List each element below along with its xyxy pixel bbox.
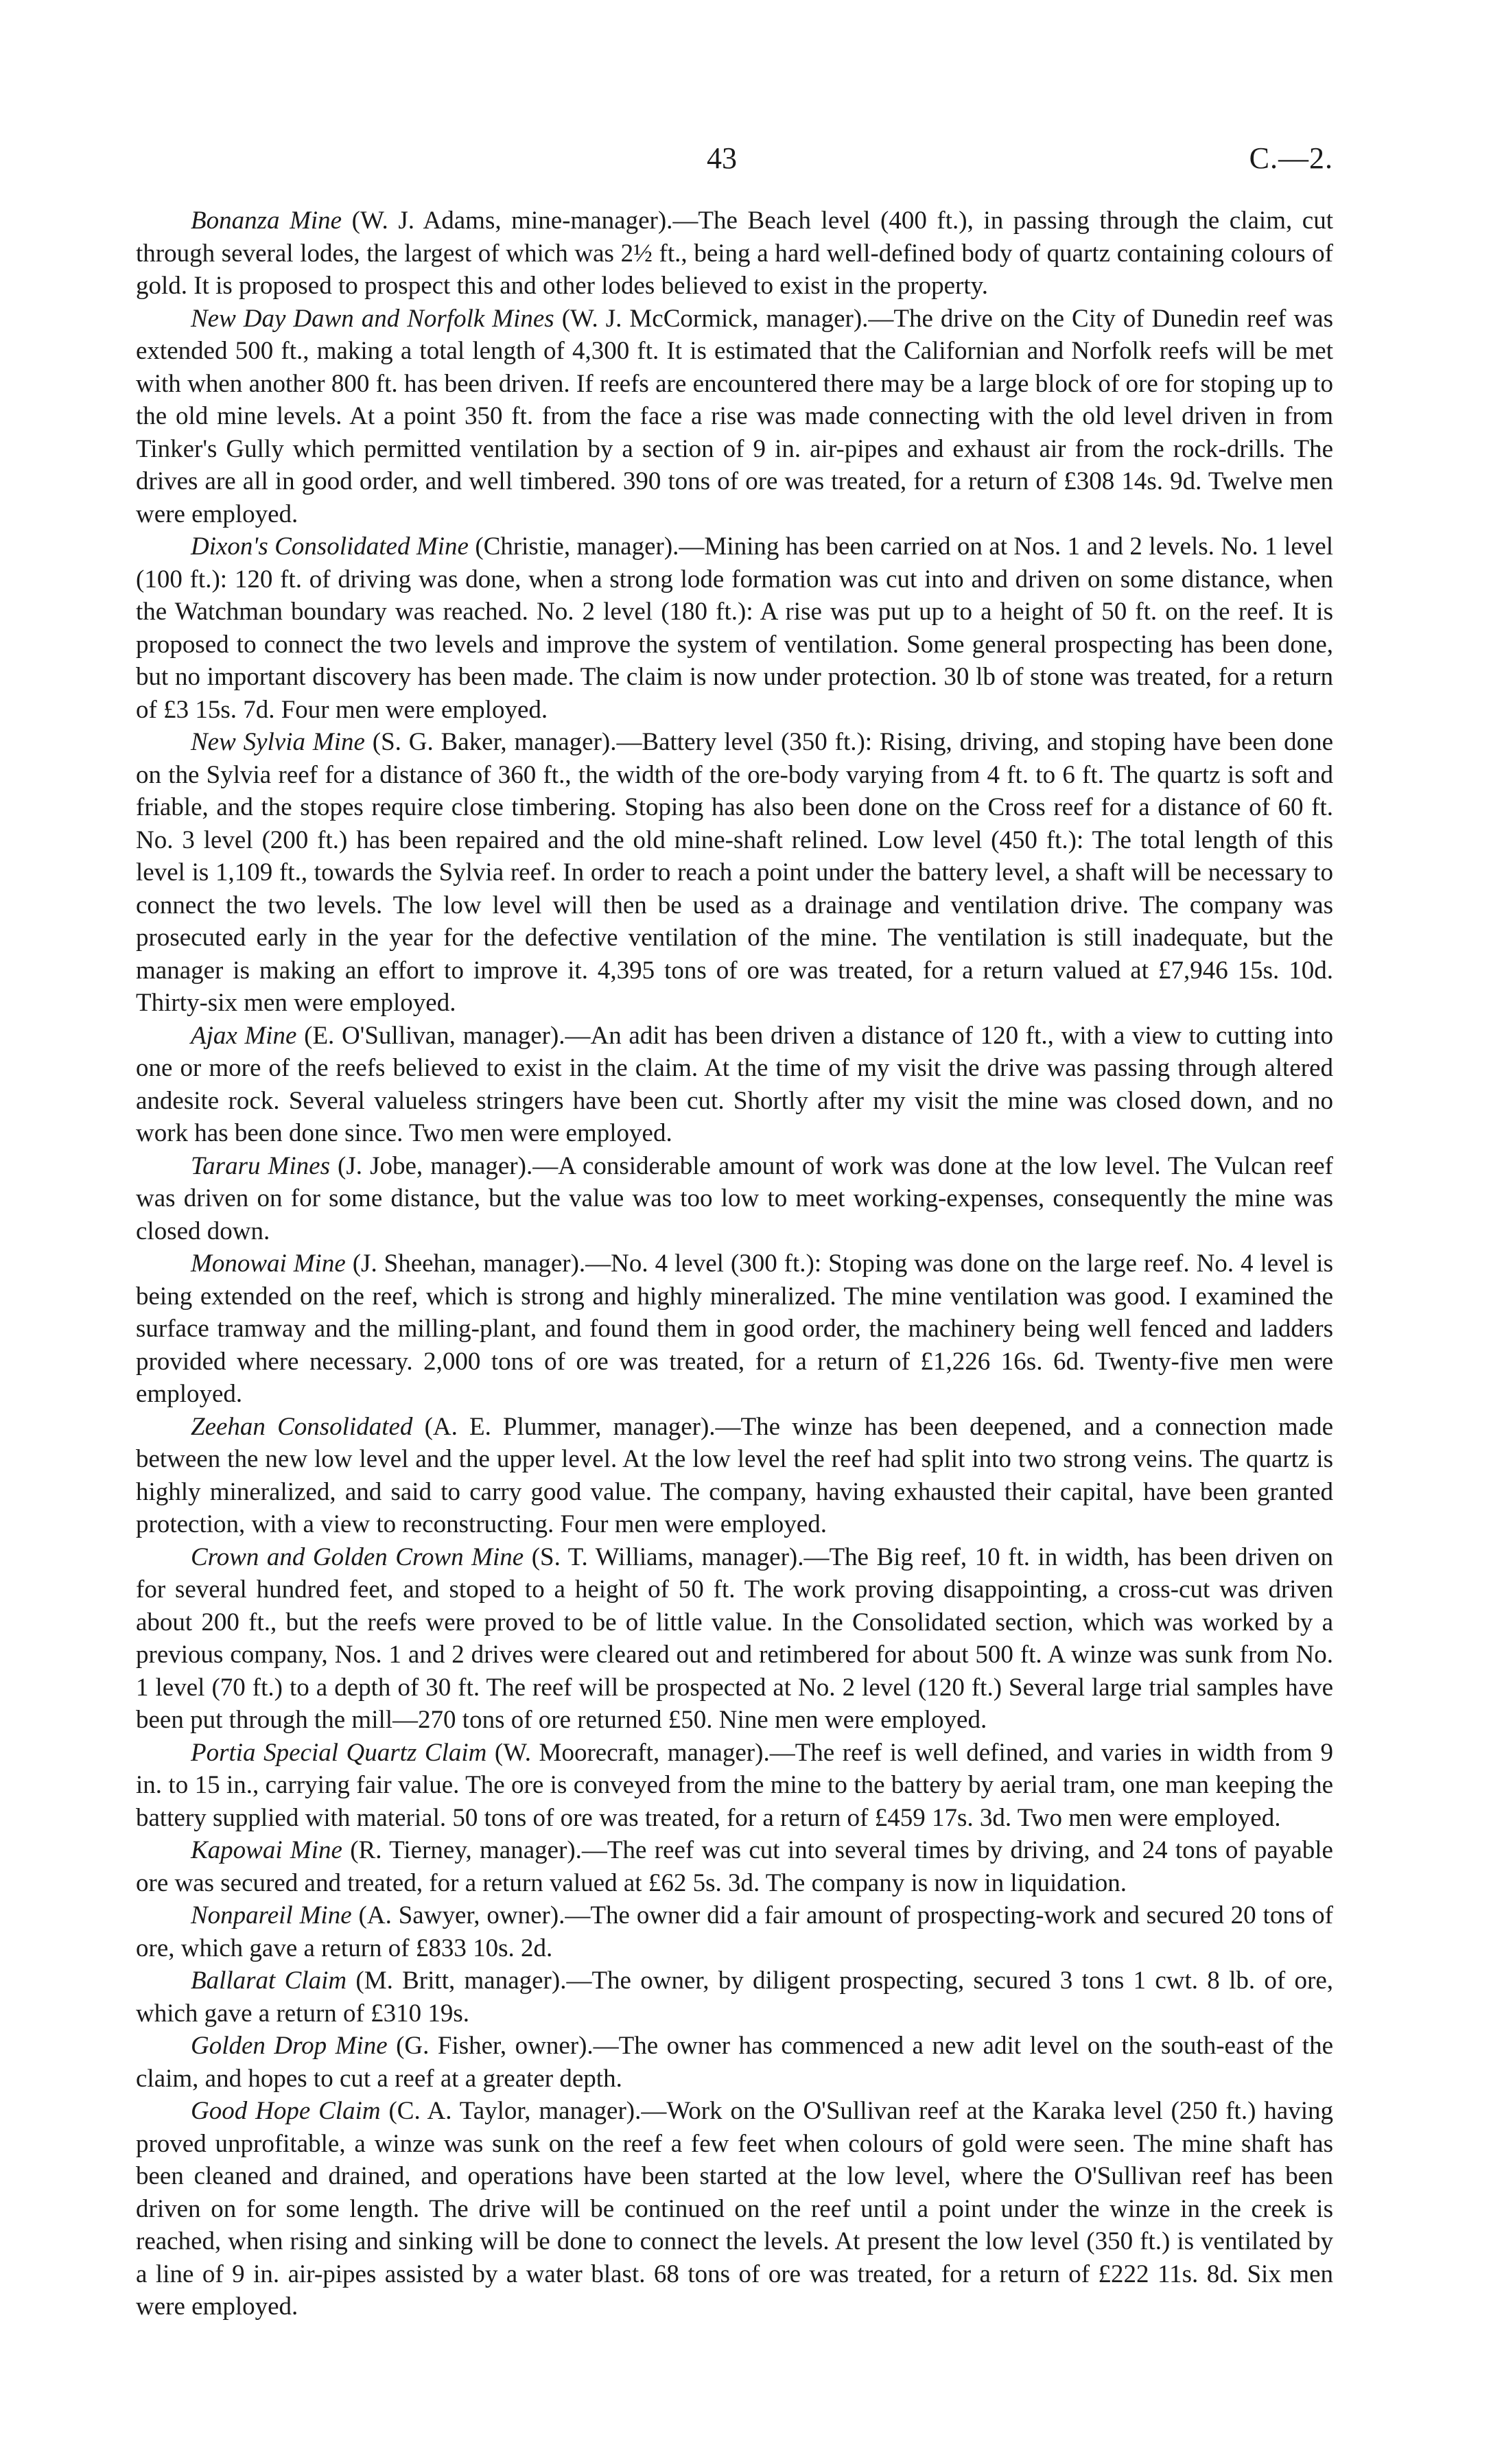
mine-name: Bonanza Mine xyxy=(191,207,342,235)
paragraph-good-hope-claim xyxy=(136,2095,1333,2323)
paragraph-text: (C. A. Taylor, manager).—Work on the O'Sullivan reef at the Karaka level (250 ft.) having proved unprofitable, a winze was sunk on the reef a few feet when colours of gold were seen. The mine shaft has been cleaned and drained, and operations have been started at the low level, where the O'Sullivan reef has been driven on for some length. The drive will be continued on the reef until a point under the winze in the creek is reached, when rising and sinking will be done to connect the levels. At present the low level (350 ft.) is ventilated by a line of 9 in. air-pipes assisted by a water blast. 68 tons of ore was treated, for a return of £222 11s. 8d. Six men were employed. xyxy=(136,2097,1333,2321)
paragraph-text: (M. Britt, manager).—The owner, by diligent prospecting, secured 3 tons 1 cwt. 8 lb. of ore, which gave a return of £310 19s. xyxy=(136,1967,1333,2028)
mine-name: Kapowai Mine xyxy=(191,1836,342,1864)
paragraph-new-day-dawn xyxy=(136,303,1333,531)
paragraph-crown-golden-crown xyxy=(136,1541,1333,1737)
paragraph-text: (W. J. McCormick, manager).—The drive on the City of Dunedin reef was extended 500 ft., making a total length of 4,300 ft. It is estimated that the Californian and Norfolk reefs will be met with when another 800 ft. has been driven. If reefs are encountered there may be a large block of ore for stoping up to the old mine levels. At a point 350 ft. from the face a rise was made connecting with the old level driven in from Tinker's Gully which permitted ventilation by a section of 9 in. air-pipes and exhaust air from the rock-drills. The drives are all in good order, and well timbered. 390 tons of ore was treated, for a return of £308 14s. 9d. Twelve men were employed. xyxy=(136,304,1333,528)
paragraph-nonpareil-mine xyxy=(136,1899,1333,1964)
paragraph-dixons-consolidated xyxy=(136,530,1333,726)
mine-name: New Day Dawn and Norfolk Mines xyxy=(191,304,554,333)
mine-name: Tararu Mines xyxy=(191,1151,330,1180)
mine-name: Crown and Golden Crown Mine xyxy=(191,1542,524,1571)
mine-name: Zeehan Consolidated xyxy=(191,1412,413,1441)
paragraph-text: (G. Fisher, owner).—The owner has commenced a new adit level on the south-east of the claim, and hopes to cut a reef at a greater depth. xyxy=(136,2032,1333,2093)
paragraph-text: (A. E. Plummer, manager).—The winze has been deepened, and a connection made between the new low level and the upper level. At the low level the reef had split into two strong veins. The quartz is highly mineralized, and said to carry good value. The company, having exhausted their capital, have been granted protection, with a view to reconstructing. Four men were employed. xyxy=(136,1412,1334,1538)
paragraph-monowai-mine xyxy=(136,1247,1333,1411)
paragraph-text: (J. Sheehan, manager).—No. 4 level (300 ft.): Stoping was done on the large reef. No. 4 level is being extended on the reef, which is strong and highly mineralized. The mine ventilation was good. I examined the surface tramway and the milling-plant, and found them in good order, the machinery being well fenced and ladders provided where necessary. 2,000 tons of ore was treated, for a return of £1,226 16s. 6d. Twenty-five men were employed. xyxy=(136,1249,1333,1408)
mine-name: Ballarat Claim xyxy=(191,1967,347,1995)
paragraph-bonanza-mine xyxy=(136,204,1333,303)
page-header xyxy=(0,141,1491,182)
paragraph-text: (W. Moorecraft, manager).—The reef is well defined, and varies in width from 9 in. to 15 in., carrying fair value. The ore is conveyed from the mine to the battery by aerial tram, one man keeping the battery supplied with material. 50 tons of ore was treated, for a return of £459 17s. 3d. Two men were employed. xyxy=(136,1738,1333,1832)
mine-name: Dixon's Consolidated Mine xyxy=(191,532,469,561)
mine-name: Golden Drop Mine xyxy=(191,2032,388,2060)
paragraph-portia-special xyxy=(136,1737,1333,1835)
paragraph-text: (W. J. Adams, mine-manager).—The Beach level (400 ft.), in passing through the claim, cut through several lodes, the largest of which was 2½ ft., being a hard well-defined body of quartz containing colours of gold. It is proposed to prospect this and other lodes believed to exist in the property. xyxy=(136,207,1333,300)
paragraph-text: (J. Jobe, manager).—A considerable amount of work was done at the low level. The Vulcan reef was driven on for some distance, but the value was too low to meet working-expenses, consequently the mine was closed down. xyxy=(136,1151,1333,1245)
paragraph-golden-drop-mine xyxy=(136,2030,1333,2095)
report-body xyxy=(136,204,1333,2323)
paragraph-text: (Christie, manager).—Mining has been carried on at Nos. 1 and 2 levels. No. 1 level (100 ft.): 120 ft. of driving was done, when a strong lode formation was cut into and driven on some distance, when the Watchman boundary was reached. No. 2 level (180 ft.): A rise was put up to a height of 50 ft. on the reef. It is proposed to connect the two levels and improve the system of ventilation. Some general prospecting has been done, but no important discovery has been made. The claim is now under protection. 30 lb of stone was treated, for a return of £3 15s. 7d. Four men were employed. xyxy=(136,532,1333,724)
paragraph-tararu-mines xyxy=(136,1150,1333,1248)
mine-name: Portia Special Quartz Claim xyxy=(191,1738,487,1767)
paragraph-kapowai-mine xyxy=(136,1834,1333,1899)
paragraph-ballarat-claim xyxy=(136,1964,1333,2030)
paragraph-text: (S. G. Baker, manager).—Battery level (350 ft.): Rising, driving, and stoping have been done on the Sylvia reef for a distance of 360 ft., the width of the ore-body varying from 4 ft. to 6 ft. The quartz is soft and friable, and the stopes require close timbering. Stoping has also been done on the Cross reef for a distance of 60 ft. No. 3 level (200 ft.) has been repaired and the old mine-shaft relined. Low level (450 ft.): The total length of this level is 1,109 ft., towards the Sylvia reef. In order to reach a point under the battery level, a shaft will be necessary to connect the two levels. The low level will then be used as a drainage and ventilation drive. The company was prosecuted early in the year for the defective ventilation of the mine. The ventilation is still inadequate, but the manager is making an effort to improve it. 4,395 tons of ore was treated, for a return valued at £7,946 15s. 10d. Thirty-six men were employed. xyxy=(136,728,1333,1017)
mine-name: New Sylvia Mine xyxy=(191,728,365,756)
mine-name: Monowai Mine xyxy=(191,1249,346,1278)
mine-name: Good Hope Claim xyxy=(191,2097,381,2125)
paragraph-zeehan-consolidated xyxy=(136,1411,1333,1541)
page-number: 43 xyxy=(707,141,737,175)
mine-name: Ajax Mine xyxy=(191,1021,297,1050)
paragraph-new-sylvia-mine xyxy=(136,726,1333,1020)
mine-name: Nonpareil Mine xyxy=(191,1901,352,1929)
paragraph-text: (S. T. Williams, manager).—The Big reef, 10 ft. in width, has been driven on for several hundred feet, and stoped to a height of 50 ft. The work proving disappointing, a cross-cut was driven about 200 ft., but the reefs were proved to be of little value. In the Consolidated section, which was worked by a previous company, Nos. 1 and 2 drives were cleared out and retimbered for about 500 ft. A winze was sunk from No. 1 level (70 ft.) to a depth of 30 ft. The reef will be prospected at No. 2 level (120 ft.) Several large trial samples have been put through the mill—270 tons of ore returned £50. Nine men were employed. xyxy=(136,1542,1333,1734)
paragraph-text: (R. Tierney, manager).—The reef was cut into several times by driving, and 24 tons of payable ore was secured and treated, for a return valued at £62 5s. 3d. The company is now in liquidation. xyxy=(136,1836,1333,1897)
document-reference: C.—2. xyxy=(1249,141,1333,175)
paragraph-text: (A. Sawyer, owner).—The owner did a fair amount of prospecting-work and secured 20 tons of ore, which gave a return of £833 10s. 2d. xyxy=(136,1901,1333,1962)
paragraph-ajax-mine xyxy=(136,1020,1333,1150)
paragraph-text: (E. O'Sullivan, manager).—An adit has been driven a distance of 120 ft., with a view to cutting into one or more of the reefs believed to exist in the claim. At the time of my visit the drive was passing through altered andesite rock. Several valueless stringers have been cut. Shortly after my visit the mine was closed down, and no work has been done since. Two men were employed. xyxy=(136,1021,1333,1147)
